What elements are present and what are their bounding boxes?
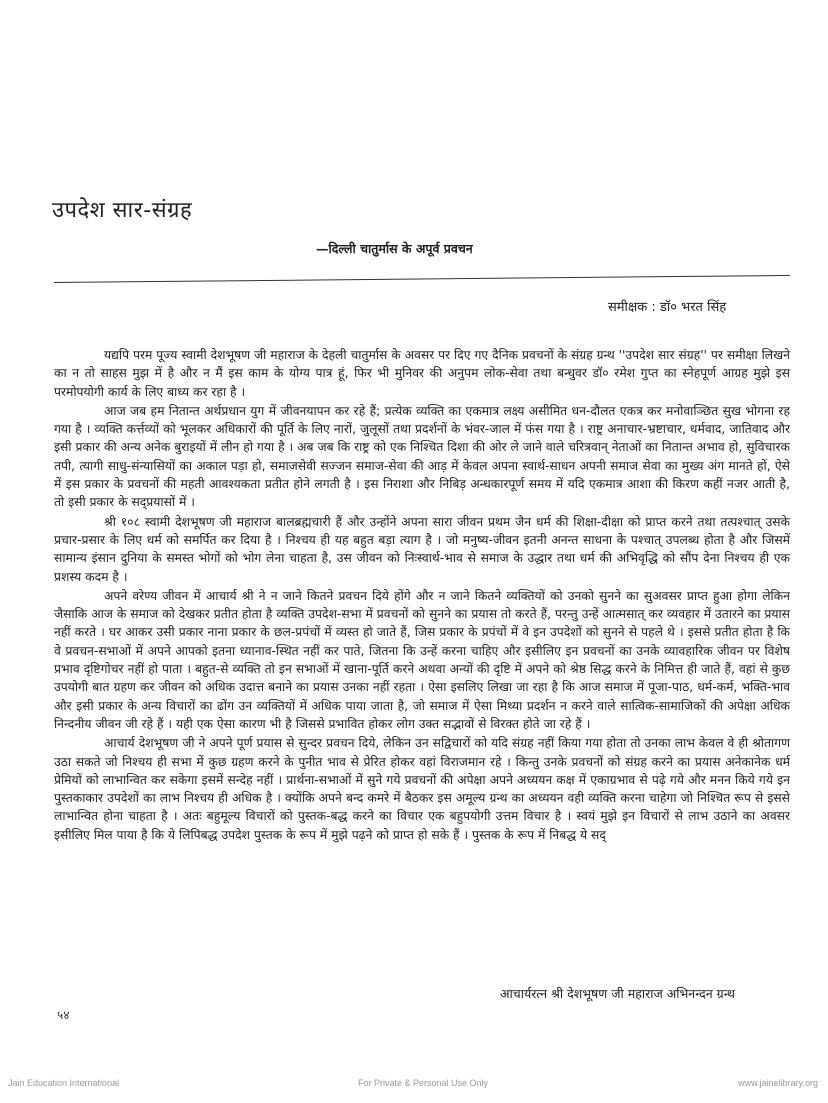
- paragraph: आज जब हम नितान्त अर्थप्रधान युग में जीवनयापन कर रहे हैं; प्रत्येक व्यक्ति का एकमात्र लक्ष्य असीमित धन-दौलत एकत्र कर मनोवाञ्छित सुख भोगना रह गया है । व्यक्ति कर्त्तव्यों को भूलकर अधिकारों की पूर्ति के लिए नारों, जुलूसों तथा प्रदर्शनों के भंवर-जाल में फंस गया है । राष्ट्र अनाचार-भ्रष्टाचार, धर्मवाद, जातिवाद और इसी प्रकार की अन्य अनेक बुराइयों में लीन हो गया है । अब जब कि राष्ट्र को एक निश्चित दिशा की ओर ले जाने वाले चरित्रवान् नेताओं का नितान्त अभाव हो, सुविचारक तपी, त्यागी साधु-संन्यासियों का अकाल पड़ा हो, समाजसेवी सज्जन समाज-सेवा की आड़ में केवल अपना स्वार्थ-साधन अपनी समाज सेवा का मुख्य अंग मानते हों, ऐसे में इस प्रकार के प्रवचनों की महती आवश्यकता प्रतीत होने लगती है । इस निराशा और निबिड़ अन्धकारपूर्ण समय में यदि एकमात्र आशा की किरण कहीं नजर आती है, तो इसी प्रकार के सद्प्रयासों में ।: [54, 403, 790, 510]
- paragraph: श्री १०८ स्वामी देशभूषण जी महाराज बालब्रह्मचारी हैं और उन्होंने अपना सारा जीवन प्रथम जैन धर्म की शिक्षा-दीक्षा को प्राप्त करने तथा तत्पश्चात् उसके प्रचार-प्रसार के लिए धर्म को समर्पित कर दिया है । निश्चय ही यह बहुत बड़ा त्याग है । जो मनुष्य-जीवन इतनी अनन्त साधना के पश्चात् उपलब्ध होता है और जिसमें सामान्य इंसान दुनिया के समस्त भोगों को भोग लेना चाहता है, उस जीवन को निःस्वार्थ-भाव से समाज के उद्धार तथा धर्म की अभिवृद्धि को सौंप देना निश्चय ही एक प्रशस्य कदम है ।: [54, 514, 790, 584]
- footer-usage-note: For Private & Personal Use Only: [358, 1078, 489, 1088]
- reviewer-credit: समीक्षक : डॉ० भरत सिंह: [608, 300, 727, 315]
- horizontal-divider: [54, 275, 790, 283]
- page-number: ५४: [57, 1008, 70, 1022]
- page-title: उपदेश सार-संग्रह: [52, 198, 193, 223]
- page-subtitle: —दिल्ली चातुर्मास के अपूर्व प्रवचन: [316, 241, 473, 256]
- footer-website-link[interactable]: www.jainelibrary.org: [738, 1078, 818, 1088]
- book-source-line: आचार्यरत्न श्री देशभूषण जी महाराज अभिनन्दन ग्रन्थ: [500, 986, 736, 1001]
- paragraph: आचार्य देशभूषण जी ने अपने पूर्ण प्रयास से सुन्दर प्रवचन दिये, लेकिन उन सद्विचारों को यदि संग्रह नहीं किया गया होता तो उनका लाभ केवल वे ही श्रोतागण उठा सकते जो निश्चय ही सभा में कुछ ग्रहण करने के पुनीत भाव से प्रेरित होकर वहां विराजमान रहे । किन्तु उनके प्रवचनों को संग्रह करने का प्रयास अनेकानेक धर्म प्रेमियों को लाभान्वित कर सकेगा इसमें सन्देह नहीं । प्रार्थना-सभाओं में सुने गये प्रवचनों की अपेक्षा अपने अध्ययन कक्ष में एकाग्रभाव से पढ़े गये और मनन किये गये इन पुस्तकाकार उपदेशों का लाभ निश्चय ही अधिक है । क्योंकि अपने बन्द कमरे में बैठकर इस अमूल्य ग्रन्थ का अध्ययन वही व्यक्ति करना चाहेगा जो निश्चित रूप से इससे लाभान्वित होना चाहता है । अतः बहुमूल्य विचारों को पुस्तक-बद्ध करने का विचार एक बहुपयोगी उत्तम विचार है । स्वयं मुझे इन विचारों से लाभ उठाने का अवसर इसीलिए मिल पाया है कि ये लिपिबद्ध उपदेश पुस्तक के रूप में मुझे पढ़ने को प्राप्त हो सके हैं । पुस्तक के रूप में निबद्ध ये सद्: [54, 736, 790, 842]
- footer-publisher: Jain Education International: [8, 1078, 120, 1088]
- article-body: [54, 346, 790, 844]
- paragraph: यद्यपि परम पूज्य स्वामी देशभूषण जी महाराज के देहली चातुर्मास के अवसर पर दिए गए दैनिक प्रवचनों के संग्रह ग्रन्थ ''उपदेश सार संग्रह'' पर समीक्षा लिखने का न तो साहस मुझ में है और न मैं इस काम के योग्य पात्र हूं, फिर भी मुनिवर की अनुपम लोक-सेवा तथा बन्धुवर डॉ० रमेश गुप्त का स्नेहपूर्ण आग्रह मुझे इस परमोपयोगी कार्य के लिए बाध्य कर रहा है ।: [54, 348, 790, 399]
- paragraph: अपने वरेण्य जीवन में आचार्य श्री ने न जाने कितने प्रवचन दिये होंगे और न जाने कितने व्यक्तियों को उनको सुनने का सुअवसर प्राप्त हुआ होगा लेकिन जैसाकि आज के समाज को देखकर प्रतीत होता है व्यक्ति उपदेश-सभा में प्रवचनों को सुनने का प्रयास तो करते हैं, परन्तु उन्हें आत्मसात् कर व्यवहार में उतारने का प्रयास नहीं करते । घर आकर उसी प्रकार नाना प्रकार के छल-प्रपंचों में व्यस्त हो जाते हैं, जिस प्रकार के प्रपंचों में वे इन उपदेशों को सुनने से पहले थे । इससे प्रतीत होता है कि वे प्रवचन-सभाओं में अपने आपको इतना ध्यानाव-स्थित नहीं कर पाते, जितना कि उन्हें करना चाहिए और इसीलिए इन प्रवचनों का उनके व्यावहारिक जीवन पर विशेष प्रभाव दृष्टिगोचर नहीं हो पाता । बहुत-से व्यक्ति तो इन सभाओं में खाना-पूर्ति करने अथवा अन्यों की दृष्टि में अपने को श्रेष्ठ सिद्ध करने के निमित्त ही जाते हैं, वहां से कुछ उपयोगी बात ग्रहण कर जीवन को अधिक उदात्त बनाने का प्रयास उनका नहीं रहता । ऐसा इसलिए लिखा जा रहा है कि आज समाज में पूजा-पाठ, धर्म-कर्म, भक्ति-भाव और इसी प्रकार के अन्य विचारों का ढोंग उन व्यक्तियों में अधिक पाया जाता है, जो समाज में ऐसा मिथ्या प्रदर्शन न करने वाले सात्विक-सामाजिकों की अपेक्षा अधिक निन्दनीय जीवन जी रहे हैं । यही एक ऐसा कारण भी है जिससे प्रभावित होकर लोग उक्त सद्भावों से विरक्त होते जा रहे हैं ।: [54, 588, 790, 731]
